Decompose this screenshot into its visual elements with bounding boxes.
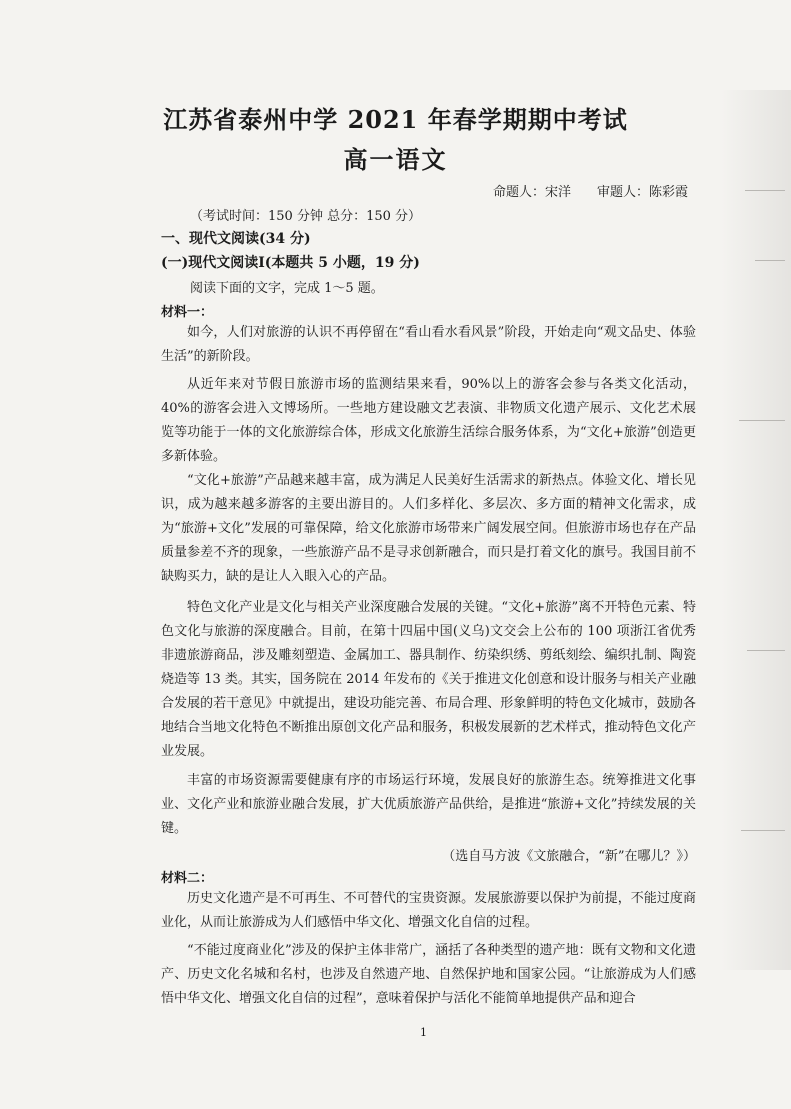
material-1-source: （选自马方波《文旅融合，“新”在哪儿？》）: [442, 849, 696, 864]
show-through-line: [755, 260, 785, 261]
setter-label: 命题人：宋洋: [493, 185, 572, 200]
exam-info: （考试时间：150 分钟 总分：150 分）: [190, 209, 422, 224]
show-through-line: [745, 190, 785, 191]
show-through-line: [739, 420, 785, 421]
show-through-line: [747, 650, 785, 651]
material-2-paragraph: “不能过度商业化”涉及的保护主体非常广，涵括了各种类型的遗产地：既有文物和文化遗产、历史文化名城和名村，也涉及自然遗产地、自然保护地和国家公园。“让旅游成为人们感悟中华文化、增强文化自信的过程”，意味着保护与活化不能简单地提供产品和迎合: [161, 943, 696, 1006]
section-heading: 一、现代文阅读(34 分): [161, 231, 311, 247]
material-1-label: 材料一：: [161, 305, 214, 320]
material-1-paragraph: 特色文化产业是文化与相关产业深度融合发展的关键。“文化+旅游”离不开特色元素、特色文化与旅游的深度融合。目前，在第十四届中国(义乌)文交会上公布的 100 项浙江省优秀非遗旅游商品，涉及雕刻塑造、金属加工、器具制作、纺染织绣、剪纸刻绘、编织扎制、陶瓷烧造等 13 类。其实，国务院在 2014 年发布的《关于推进文化创意和设计服务与相关产业融合发展的若干意见》中就提出，建设功能完善、布局合理、形象鲜明的特色文化城市，鼓励各地结合当地文化特色不断推出原创文化产品和服务，积极发展新的艺术样式，推动特色文化产业发展。: [161, 600, 696, 759]
material-2-paragraph: 历史文化遗产是不可再生、不可替代的宝贵资源。发展旅游要以保护为前提，不能过度商业化，从而让旅游成为人们感悟中华文化、增强文化自信的过程。: [161, 891, 696, 930]
material-1-paragraph: 如今，人们对旅游的认识不再停留在“看山看水看风景”阶段，开始走向“观文品史、体验生活”的新阶段。: [161, 325, 696, 364]
reading-instruction: 阅读下面的文字，完成 1～5 题。: [190, 281, 384, 296]
material-1-paragraph: 丰富的市场资源需要健康有序的市场运行环境，发展良好的旅游生态。统筹推进文化事业、文化产业和旅游业融合发展，扩大优质旅游产品供给，是推进“旅游+文化”持续发展的关键。: [161, 773, 696, 836]
show-through-margin: [721, 90, 791, 970]
material-1-paragraph: 从近年来对节假日旅游市场的监测结果来看，90%以上的游客会参与各类文化活动，40%的游客会进入文博场所。一些地方建设融文艺表演、非物质文化遗产展示、文化艺术展览等功能于一体的文化旅游综合体，形成文化旅游生活综合服务体系，为“文化+旅游”创造更多新体验。: [161, 377, 696, 464]
page-number: 1: [420, 1026, 427, 1039]
exam-title: 江苏省泰州中学 2021 年春学期期中考试: [163, 105, 628, 134]
subsection-heading: (一)现代文阅读Ⅰ(本题共 5 小题，19 分): [161, 255, 420, 271]
show-through-line: [741, 830, 785, 831]
material-2-label: 材料二：: [161, 871, 214, 886]
reviewer-label: 审题人：陈彩霞: [597, 185, 689, 200]
material-1-paragraph: “文化+旅游”产品越来越丰富，成为满足人民美好生活需求的新热点。体验文化、增长见识，成为越来越多游客的主要出游目的。人们多样化、多层次、多方面的精神文化需求，成为“旅游+文化”发展的可靠保障，给文化旅游市场带来广阔发展空间。但旅游市场也存在产品质量参差不齐的现象，一些旅游产品不是寻求创新融合，而只是打着文化的旗号。我国目前不缺购买力，缺的是让人入眼入心的产品。: [161, 473, 696, 584]
exam-subject: 高一语文: [343, 145, 448, 174]
